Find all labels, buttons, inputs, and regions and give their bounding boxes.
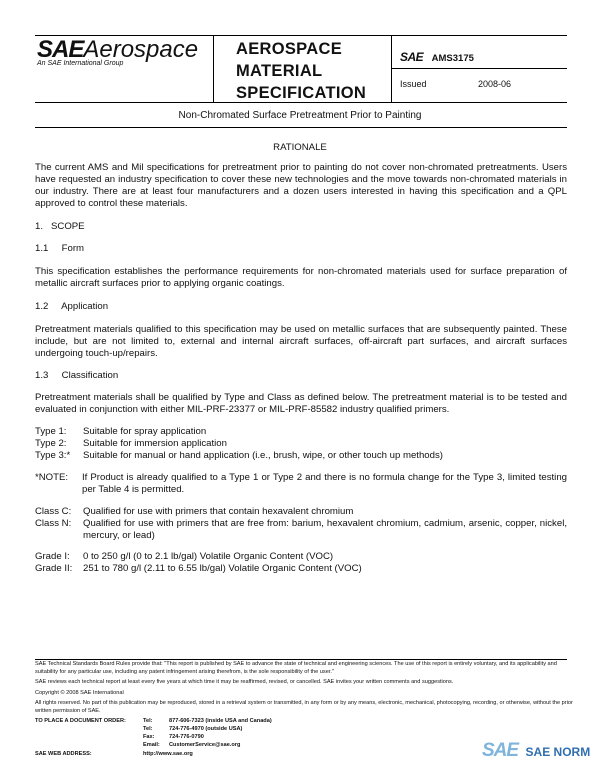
type-label: Type 2: <box>35 438 67 449</box>
application-heading: 1.2 Application <box>35 301 109 312</box>
application-text: Pretreatment materials qualified to this specification may be used on metallic surfaces that are subsequently painted. These include, but are not limited to, external and internal aircraft surfaces, off-aircraft part surfaces, and aircraft surfaces undergoing touch-up/repairs. <box>35 324 567 359</box>
watermark-sae-logo: SAE <box>482 740 519 761</box>
logo-tagline: An SAE International Group <box>37 60 124 67</box>
spec-title-line-1: AEROSPACE <box>236 40 342 58</box>
type-label: Type 3:* <box>35 450 71 461</box>
type-3-row <box>35 450 443 461</box>
issued-date: 2008-06 <box>478 79 512 89</box>
sae-mark: SAE <box>400 50 424 64</box>
note-text: If Product is already qualified to a Type 1 or Type 2 and there is no formula change for the Type 3, limited testing per Table 4 is permitted. <box>82 472 567 495</box>
contact-fax-label: Fax: <box>143 734 155 740</box>
logo-sae-text: SAE <box>37 36 84 63</box>
contact-tel-1-label: Tel: <box>143 718 153 724</box>
scope-heading: 1. SCOPE <box>35 221 85 232</box>
order-label: TO PLACE A DOCUMENT ORDER: <box>35 718 126 724</box>
footer-rights: All rights reserved. No part of this publication may be reproduced, stored in a retrieval system or transmitted, in any form or by any means, electronic, mechanical, photocopying, recording, or otherwise, without the prior written permission of SAE. <box>35 700 573 714</box>
logo-aerospace-text: Aerospace <box>83 36 199 63</box>
spec-title <box>236 38 366 104</box>
footer-copyright: Copyright © 2008 SAE International <box>35 690 124 696</box>
footer-disclaimer: SAE Technical Standards Board Rules provide that: "This report is published by SAE to advance the state of technical and engineering sciences. The use of this report is entirely voluntary, and its applicability and suitability for any particular use, including any patent infringement arising therefrom, is the sole responsibility of the user." <box>35 661 557 675</box>
footer-review-note: SAE reviews each technical report at least every five years at which time it may be reaffirmed, revised, or cancelled. SAE invites your written comments and suggestions. <box>35 679 454 685</box>
contact-tel-1-value: 877-606-7323 (inside USA and Canada) <box>169 718 272 724</box>
type-label: Type 1: <box>35 426 67 437</box>
contact-tel-2-value: 724-776-4970 (outside USA) <box>169 726 243 732</box>
rationale-text: The current AMS and Mil specifications for pretreatment prior to painting do not cover non-chromated pretreatments. Users have requested an industry specification to cover these new technologies and the move towards non-chromated materials in our industry. There are at least four manufacturers and a dozen users interested in having this specification and a QPL approved to control these materials. <box>35 162 567 209</box>
web-address-value[interactable]: http://www.sae.org <box>143 751 193 757</box>
class-c-desc: Qualified for use with primers that contain hexavalent chromium <box>83 506 354 517</box>
grade-2-desc: 251 to 780 g/l (2.11 to 6.55 lb/gal) Volatile Organic Content (VOC) <box>83 563 362 574</box>
doc-number: AMS3175 <box>431 53 474 64</box>
class-n-label: Class N: <box>35 518 72 529</box>
footer-rule <box>35 659 567 660</box>
spec-title-line-3: SPECIFICATION <box>236 84 367 102</box>
web-address-label: SAE WEB ADDRESS: <box>35 751 92 757</box>
sae-norm-watermark <box>482 740 590 762</box>
contact-tel-2-label: Tel: <box>143 726 153 732</box>
class-c-label: Class C: <box>35 506 72 517</box>
type-1-row <box>35 426 206 437</box>
contact-email-value[interactable]: CustomerService@sae.org <box>169 742 241 748</box>
classification-text: Pretreatment materials shall be qualified by Type and Class as defined below. The pretreatment material is to be tested and evaluated in conjunction with either MIL-PRF-23377 or MIL-PRF-85582 industry qualified primers. <box>35 392 567 415</box>
rationale-heading: RATIONALE <box>273 142 327 153</box>
form-heading: 1.1 Form <box>35 243 85 254</box>
watermark-norm-text: SAE NORM <box>525 745 591 759</box>
type-desc: Suitable for immersion application <box>83 438 227 449</box>
type-2-row <box>35 438 227 449</box>
grade-1-label: Grade I: <box>35 551 70 562</box>
form-text: This specification establishes the performance requirements for non-chromated materials used for surface preparation of metallic aircraft surfaces prior to applying organic coatings. <box>35 266 567 289</box>
grade-1-desc: 0 to 250 g/l (0 to 2.1 lb/gal) Volatile Organic Content (VOC) <box>83 551 334 562</box>
contact-fax-value: 724-776-0790 <box>169 734 204 740</box>
document-title: Non-Chromated Surface Pretreatment Prior to Painting <box>178 110 422 121</box>
header-divider-left <box>213 35 214 102</box>
class-n-desc: Qualified for use with primers that are free from: barium, hexavalent chromium, cadmium, arsenic, copper, nickel, mercury, or lead) <box>83 518 567 541</box>
doc-number-block <box>400 48 474 66</box>
issued-label: Issued <box>400 79 427 89</box>
type-desc: Suitable for manual or hand application (i.e., brush, wipe, or other touch up methods) <box>83 450 443 461</box>
doc-number-rule <box>391 68 567 69</box>
type-desc: Suitable for spray application <box>83 426 207 437</box>
spec-title-line-2: MATERIAL <box>236 62 323 80</box>
title-rule <box>35 127 567 128</box>
classification-heading: 1.3 Classification <box>35 370 119 381</box>
note-label: *NOTE: <box>35 472 69 483</box>
grade-2-label: Grade II: <box>35 563 73 574</box>
contact-email-label: Email: <box>143 742 160 748</box>
